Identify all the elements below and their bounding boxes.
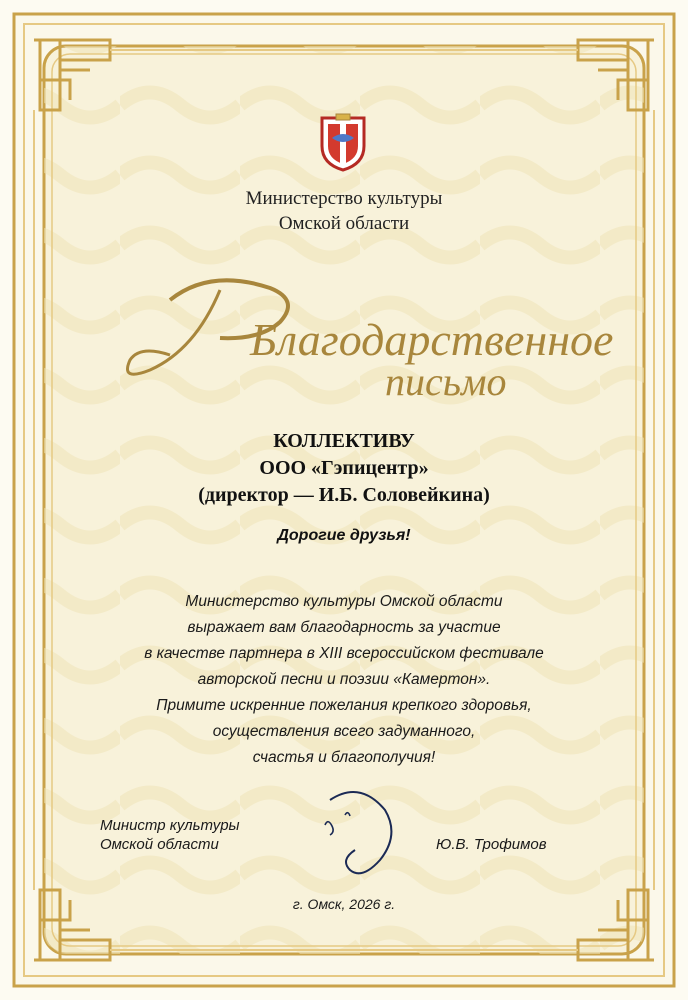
recipient-line: КОЛЛЕКТИВУ [273,430,415,452]
title-word-1: Благодарственное [250,314,614,365]
letter-title [100,260,614,410]
signer-title [100,816,240,854]
ministry-name [0,186,688,236]
recipient-line: (директор — И.Б. Соловейкина) [198,484,490,506]
place-date: г. Омск, 2026 г. [292,896,396,912]
signer-title-line: Омской области [100,836,219,853]
title-word-2: письмо [385,359,507,404]
ministry-line: Омской области [278,213,410,234]
recipient-block [0,428,688,509]
omsk-emblem-icon [318,112,368,172]
body-line: Министерство культуры Омской области [185,593,503,610]
body-line: в качестве партнера в XIII всероссийском фестивале [144,645,544,662]
body-line: осуществления всего задуманного, [212,723,476,740]
body-line: авторской песни и поэзии «Камертон». [197,671,491,688]
greeting: Дорогие друзья! [277,527,411,544]
body-line: выражает вам благодарность за участие [187,619,501,636]
signer-title-line: Министр культуры [100,817,240,834]
ministry-line: Министерство культуры [245,188,443,209]
letter-body [0,589,688,771]
signer-name: Ю.В. Трофимов [436,836,547,853]
signature-icon [300,780,410,890]
body-line: счастья и благополучия! [252,749,436,766]
recipient-line: ООО «Гэпицентр» [259,457,429,479]
body-line: Примите искренние пожелания крепкого здоровья, [156,697,532,714]
